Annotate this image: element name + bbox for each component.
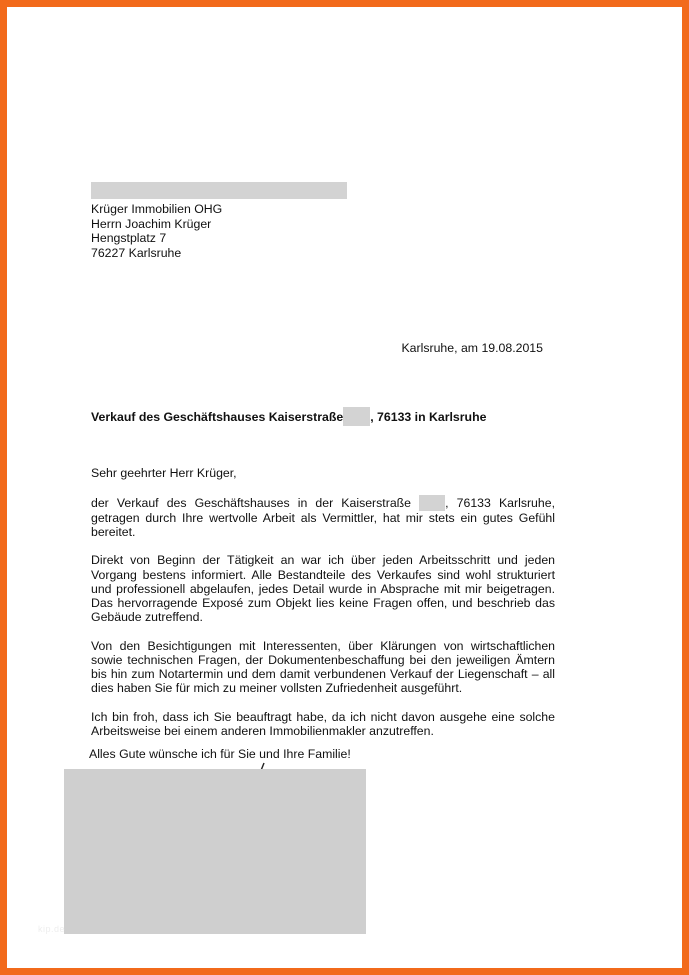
paragraph-3: Von den Besichtigungen mit Interessenten, über Klärungen von wirtschaftlichen sowie technischen Fragen, der Dokumentenbeschaffung bei den jeweiligen Ämtern bis hin zum Notartermin und dem damit verbundenen Verkauf der Liegenschaft – all dies haben Sie für mich zu meiner vollsten Zufriedenheit ausgeführt. — [91, 638, 555, 696]
watermark-text: kip.de — [38, 924, 66, 934]
date-line: Karlsruhe, am 19.08.2015 — [401, 341, 543, 355]
subject-text-before: Verkauf des Geschäftshauses Kaiserstraße — [91, 410, 344, 424]
subject-house-number-redaction — [343, 407, 370, 426]
recipient-street: Hengstplatz 7 — [91, 231, 167, 246]
paragraph-1-before: der Verkauf des Geschäftshauses in der Kaiserstraße — [91, 495, 412, 510]
paragraph-4: Ich bin froh, dass ich Sie beauftragt habe, da ich nicht davon ausgehe eine solche Arbeitsweise bei einem anderen Immobilienmakler anzutreffen. — [91, 709, 555, 738]
salutation: Sehr geehrter Herr Krüger, — [91, 466, 237, 480]
recipient-city: 76227 Karlsruhe — [91, 246, 182, 261]
subject-text-after: , 76133 in Karlsruhe — [370, 410, 487, 424]
recipient-address — [91, 202, 222, 261]
subject-line — [91, 407, 561, 426]
paragraph-1-after: , 76133 Karlsruhe, getragen durch Ihre wertvolle Arbeit als Vermittler, hat mir stets ein gutes Gefühl bereitet. — [91, 495, 555, 539]
sender-redaction — [91, 182, 347, 199]
signature-redaction — [64, 769, 366, 934]
recipient-name: Herrn Joachim Krüger — [91, 216, 212, 231]
letter-body — [91, 466, 555, 752]
recipient-company: Krüger Immobilien OHG — [91, 202, 223, 216]
paragraph-1 — [91, 495, 555, 539]
closing-line: Alles Gute wünsche ich für Sie und Ihre Familie! — [89, 747, 351, 761]
paragraph-2: Direkt von Beginn der Tätigkeit an war ich über jeden Arbeitsschritt und jeden Vorgang bestens informiert. Alle Bestandteile des Verkaufes sind wohl strukturiert und professionell abgelaufen, jedes Detail wurde in Absprache mit mir beigetragen. Das hervorragende Exposé zum Objekt lies keine Fragen offen, und beschrieb das Gebäude zutreffend. — [91, 553, 555, 625]
paragraph-1-house-number-redaction — [419, 495, 445, 511]
